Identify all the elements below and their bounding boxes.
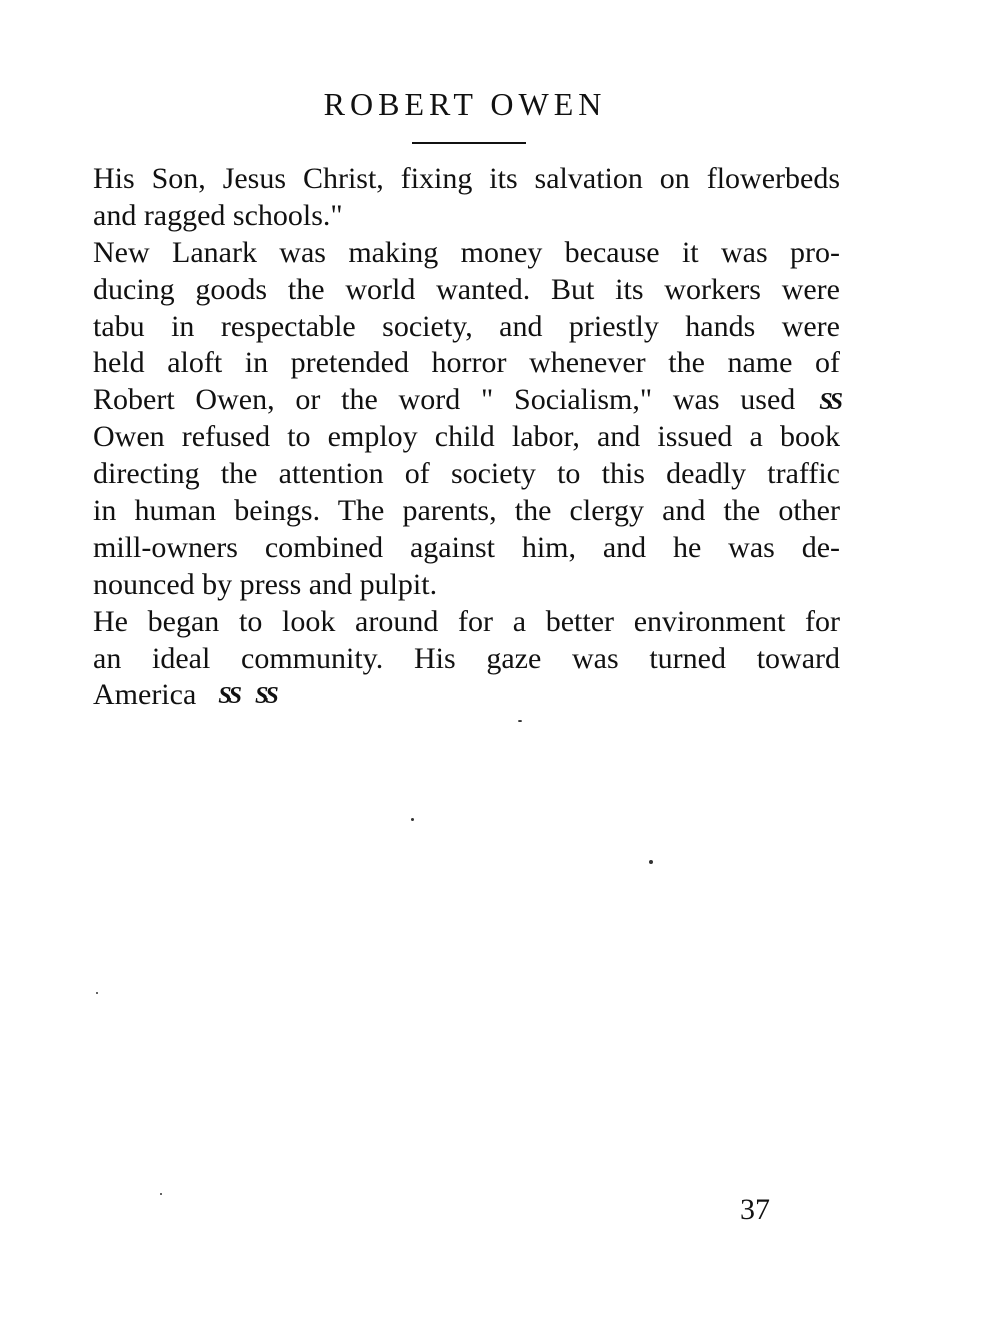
scan-speck bbox=[96, 992, 98, 994]
scan-speck bbox=[411, 818, 414, 821]
floral-ornament-icon: ЅЅ bbox=[819, 389, 840, 416]
text-line: He began to look around for a better environment for bbox=[93, 604, 840, 638]
head-rule bbox=[412, 142, 526, 144]
text-line-with-ornament bbox=[93, 677, 840, 714]
text-line: held aloft in pretended horror whenever the name of bbox=[93, 346, 840, 380]
text-line: directing the attention of society to this deadly traffic bbox=[93, 457, 840, 491]
paragraph-2 bbox=[93, 235, 840, 604]
page-number: 37 bbox=[740, 1193, 770, 1226]
scan-speck bbox=[518, 720, 522, 722]
text-line: in human beings. The parents, the clergy and the other bbox=[93, 494, 840, 528]
text-line: Robert Owen, or the word " Socialism," was used bbox=[93, 383, 796, 417]
text-line-with-ornament bbox=[93, 382, 840, 419]
paragraph-3 bbox=[93, 604, 840, 715]
text-line: His Son, Jesus Christ, fixing its salvation on flowerbeds bbox=[93, 162, 840, 195]
paragraph-1 bbox=[93, 161, 840, 235]
scan-speck bbox=[649, 860, 653, 864]
text-line: and ragged schools." bbox=[93, 198, 343, 232]
scan-speck bbox=[160, 1193, 162, 1195]
text-line: nounced by press and pulpit. bbox=[93, 567, 438, 601]
text-line: an ideal community. His gaze was turned toward bbox=[93, 641, 840, 675]
text-line: New Lanark was making money because it was pro- bbox=[93, 235, 840, 269]
floral-ornament-icon: ЅЅ bbox=[254, 683, 276, 710]
text-line: America bbox=[93, 678, 197, 712]
text-line: Owen refused to employ child labor, and issued a book bbox=[93, 420, 840, 454]
running-head: ROBERT OWEN bbox=[323, 86, 607, 122]
floral-ornament-icon: ЅЅ bbox=[218, 683, 239, 710]
text-line: tabu in respectable society, and priestly hands were bbox=[93, 309, 840, 343]
text-line: ducing goods the world wanted. But its workers were bbox=[93, 272, 840, 306]
body-text bbox=[93, 161, 840, 714]
text-line: mill-owners combined against him, and he was de- bbox=[93, 530, 840, 564]
